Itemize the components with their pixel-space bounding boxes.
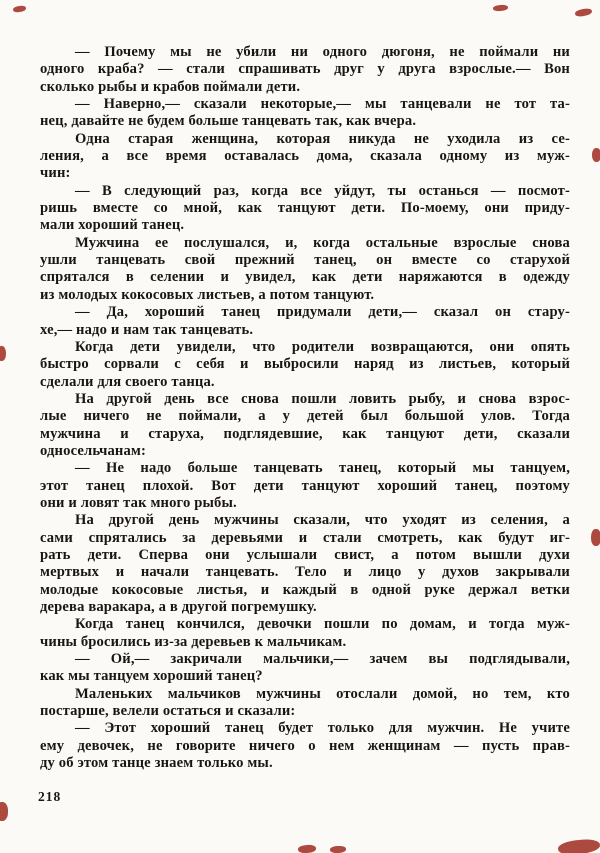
red-edge-mark (493, 4, 508, 11)
paragraph (40, 183, 570, 235)
text-line: чины бросились из-за деревьев к мальчикам. (40, 633, 347, 650)
text-line: На другой день мужчины сказали, что уходят из селения, а (75, 512, 570, 529)
red-edge-mark (0, 346, 6, 361)
paragraph (40, 391, 570, 460)
text-line: — Этот хороший танец будет только для мужчин. Не учите (75, 720, 570, 737)
paragraph (40, 651, 570, 686)
text-line: — Да, хороший танец придумали дети,— сказал он стару- (75, 304, 570, 321)
text-line: из молодых кокосовых листьев, а потом танцуют. (40, 286, 375, 303)
red-edge-mark (298, 844, 317, 853)
text-line: ления, а все время оставалась дома, сказала одному из муж- (40, 148, 570, 165)
text-line: они и ловят так много рыбы. (40, 494, 237, 511)
text-line: лые ничего не поймали, а у детей был большой улов. Тогда (40, 408, 570, 425)
text-line: мали хороший танец. (40, 217, 185, 234)
paragraph (40, 616, 570, 651)
paragraph (40, 44, 570, 96)
text-line: одного краба? — стали спрашивать друг у друга взрослые.— Вон (40, 61, 570, 78)
red-edge-mark (591, 529, 600, 546)
red-edge-mark (592, 148, 600, 162)
paragraph (40, 235, 570, 304)
text-line: Одна старая женщина, которая никуда не уходила из се- (75, 130, 570, 147)
text-line: — Почему мы не убили ни одного дюгоня, не поймали ни (75, 44, 570, 60)
text-line: ему девочек, не говорите ничего о нем женщинам — пусть прав- (40, 737, 570, 754)
paragraph (40, 339, 570, 391)
text-line: этот танец плохой. Вот дети танцуют хороший танец, поэтому (40, 477, 570, 494)
text-line: На другой день все снова пошли ловить рыбу, и снова взрос- (75, 390, 570, 407)
paragraph (40, 512, 570, 616)
text-line: спрятался в селении и увидел, как дети наряжаются в одежду (40, 269, 570, 286)
text-line: — Наверно,— сказали некоторые,— мы танцевали не тот та- (75, 96, 570, 113)
red-edge-mark (575, 8, 593, 18)
page-number: 218 (38, 789, 62, 804)
text-line: Маленьких мальчиков мужчины отослали домой, но тем, кто (75, 685, 570, 702)
paragraph (40, 96, 570, 131)
text-line: — В следующий раз, когда все уйдут, ты останься — посмот- (75, 182, 570, 199)
paragraph (40, 460, 570, 512)
text-line: — Ой,— закричали мальчики,— зачем вы подглядывали, (75, 651, 570, 668)
text-line: Мужчина ее послушался, и, когда остальные взрослые снова (75, 234, 570, 251)
text-line: дерева варакара, а в другой погремушку. (40, 599, 317, 615)
text-line: сколько рыбы и крабов поймали дети. (40, 78, 301, 95)
text-line: нец, давайте не будем больше танцевать так, как вчера. (40, 113, 417, 130)
text-line: ду об этом танце знаем только мы. (40, 755, 273, 772)
text-line: рать дети. Сперва они услышали свист, а потом вышли духи (40, 546, 570, 563)
text-line: хе,— надо и нам так танцевать. (40, 321, 254, 338)
text-line: Когда дети увидели, что родители возвращаются, они опять (75, 338, 570, 355)
text-line: быстро сорвали с себя и выбросили наряд из листьев, который (40, 356, 570, 373)
page-text (40, 44, 570, 772)
paragraph (40, 720, 570, 772)
red-edge-mark (13, 5, 27, 13)
text-line: односельчанам: (40, 442, 147, 459)
text-line: как мы танцуем хороший танец? (40, 668, 263, 685)
red-edge-mark (0, 802, 8, 821)
text-line: сделали для своего танца. (40, 373, 215, 390)
text-line: ришь вместе со мной, как танцуют дети. По-моему, они приду- (40, 200, 570, 217)
red-edge-mark (557, 838, 600, 853)
red-edge-mark (330, 846, 346, 853)
text-line: Когда танец кончился, девочки пошли по домам, и тогда муж- (75, 616, 570, 633)
text-line: ушли танцевать свой прежний танец, он вместе со старухой (40, 252, 570, 269)
paragraph (40, 304, 570, 339)
text-line: постарше, велели остаться и сказали: (40, 703, 296, 720)
text-line: молодые кокосовые листья, и каждый в одной руке держал ветки (40, 581, 570, 598)
text-line: мужчина и старуха, подглядевшие, как танцуют дети, сказали (40, 425, 570, 442)
paragraph (40, 131, 570, 183)
text-line: — Не надо больше танцевать танец, который мы танцуем, (75, 460, 570, 477)
text-line: мертвых и начали танцевать. Тело и лицо у духов закрывали (40, 564, 570, 581)
text-line: сами спрятались за деревьями и стали смотреть, как будут иг- (40, 529, 570, 546)
paragraph (40, 686, 570, 721)
text-line: чин: (40, 165, 71, 182)
